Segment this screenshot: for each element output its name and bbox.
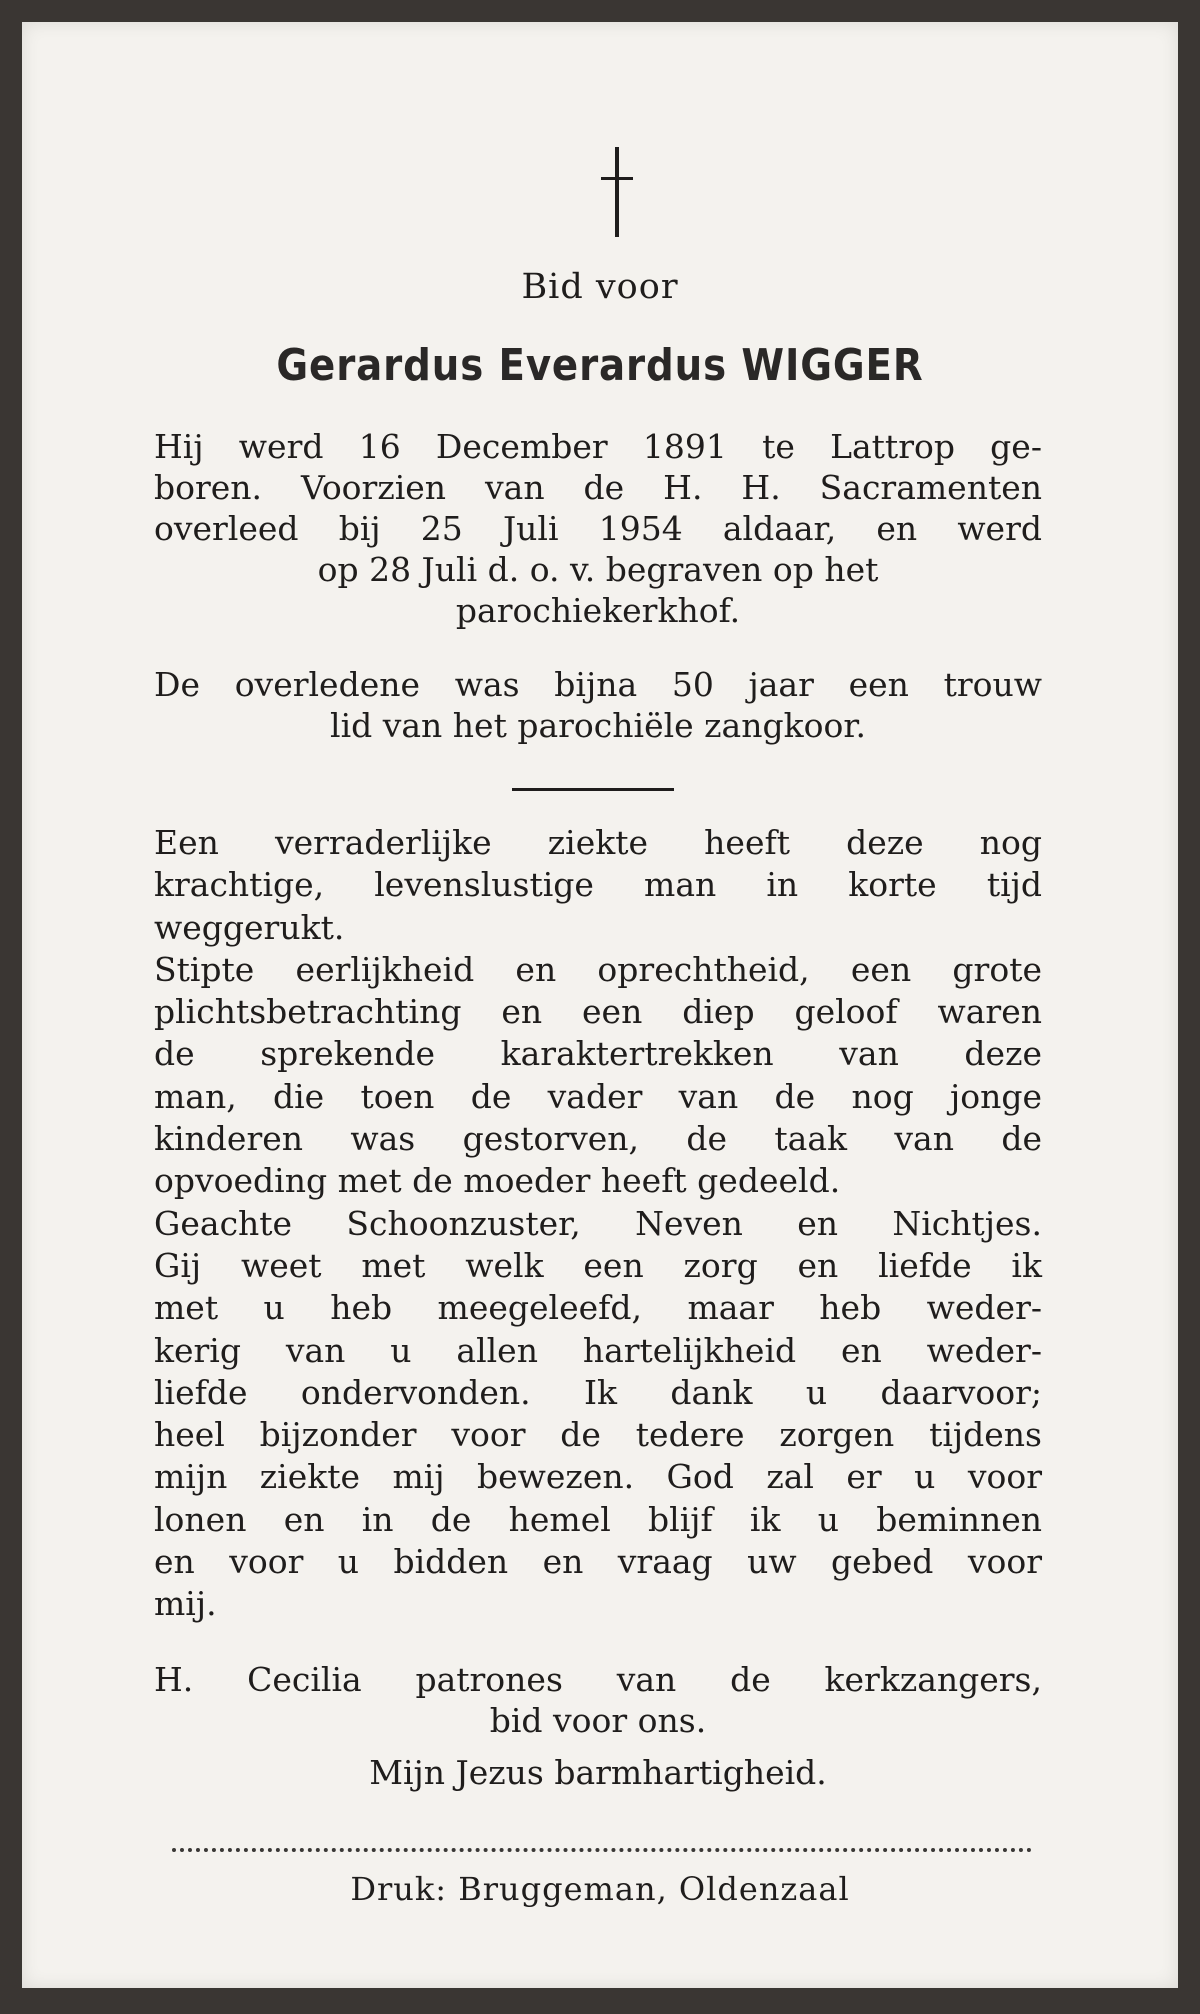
body-line: Geachte Schoonzuster, Neven en Nichtjes. <box>154 1203 1042 1243</box>
closing-line: Mijn Jezus barmhartigheid. <box>369 1753 827 1792</box>
deceased-name: Gerardus Everardus WIGGER <box>276 340 924 391</box>
choir-line: lid van het parochiële zangkoor. <box>330 706 866 745</box>
body-line: weggerukt. <box>154 907 345 947</box>
bio-line: op 28 Juli d. o. v. begraven op het <box>317 550 879 589</box>
body-paragraph <box>154 822 1042 1626</box>
body-line: plichtsbetrachting en een diep geloof waren <box>154 992 1042 1032</box>
prayer-heading: Bid voor <box>521 267 679 307</box>
body-line: mij. <box>154 1584 217 1624</box>
closing-paragraph <box>154 1752 1042 1793</box>
choir-line: De overledene was bijna 50 jaar een trouw <box>154 665 1042 704</box>
body-line: lonen en in de hemel blijf ik u beminnen <box>154 1499 1042 1539</box>
cecilia-line: bid voor ons. <box>489 1701 707 1740</box>
body-line: man, die toen de vader van de nog jonge <box>154 1076 1042 1116</box>
printer-credit: Druk: Bruggeman, Oldenzaal <box>350 1870 850 1908</box>
body-line: Gij weet met welk een zorg en liefde ik <box>154 1245 1042 1285</box>
body-line: de sprekende karaktertrekken van deze <box>154 1034 1042 1074</box>
cecilia-paragraph <box>154 1659 1042 1741</box>
bio-line: boren. Voorzien van de H. H. Sacramenten <box>154 468 1042 507</box>
body-line: opvoeding met de moeder heeft gedeeld. <box>154 1161 841 1201</box>
memorial-card <box>22 22 1178 1988</box>
body-line: liefde ondervonden. Ik dank u daarvoor; <box>154 1372 1042 1412</box>
bio-paragraph <box>154 426 1042 631</box>
body-line: en voor u bidden en vraag uw gebed voor <box>154 1542 1042 1582</box>
bio-line: Hij werd 16 December 1891 te Lattrop ge- <box>154 427 1042 466</box>
bio-line: overleed bij 25 Juli 1954 aldaar, en werd <box>154 509 1042 548</box>
body-line: krachtige, levenslustige man in korte tijd <box>154 865 1042 905</box>
bio-line: parochiekerkhof. <box>455 591 741 630</box>
body-line: kinderen was gestorven, de taak van de <box>154 1119 1042 1159</box>
body-line: Een verraderlijke ziekte heeft deze nog <box>154 823 1042 862</box>
body-line: heel bijzonder voor de tedere zorgen tijdens <box>154 1415 1042 1455</box>
body-line: Stipte eerlijkheid en oprechtheid, een grote <box>154 949 1042 989</box>
dotted-divider <box>172 1848 1032 1852</box>
body-line: met u heb meegeleefd, maar heb weder- <box>154 1288 1042 1328</box>
cross-icon <box>597 147 637 237</box>
choir-paragraph <box>154 664 1042 746</box>
cecilia-line: H. Cecilia patrones van de kerkzangers, <box>154 1660 1042 1699</box>
body-line: kerig van u allen hartelijkheid en weder- <box>154 1330 1042 1370</box>
separator-rule <box>512 788 674 791</box>
body-line: mijn ziekte mij bewezen. God zal er u voor <box>154 1457 1042 1497</box>
